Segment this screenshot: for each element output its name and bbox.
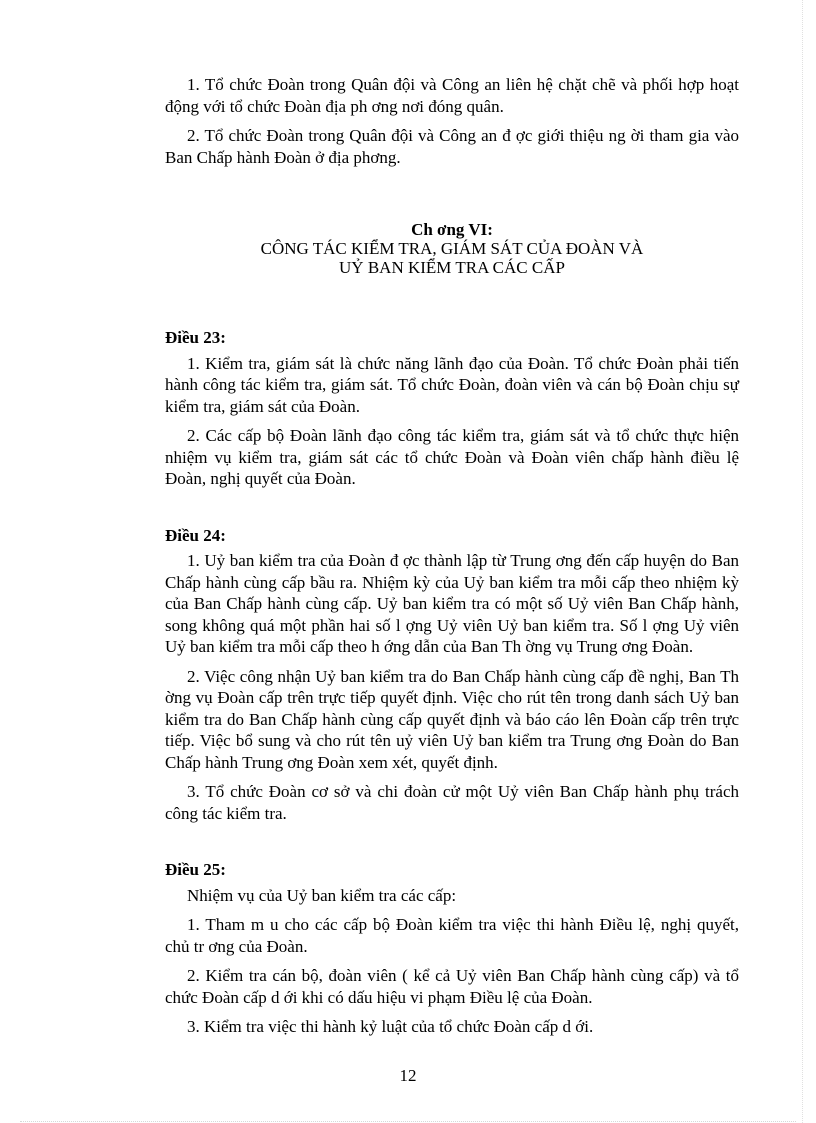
article-25-heading: Điều 25: bbox=[165, 860, 226, 879]
spacer bbox=[165, 498, 739, 525]
spacer bbox=[165, 832, 739, 859]
article-25-paragraph-intro: Nhiệm vụ của Uỷ ban kiểm tra các cấp: bbox=[187, 885, 457, 905]
article-23-paragraph-2: 2. Các cấp bộ Đoàn lãnh đạo công tác kiểm tra, giám sát và tổ chức thực hiện nhiệm vụ kiểm tra, giám sát các tổ chức Đoàn và Đoàn viên chấp hành điều lệ Đoàn, nghị quyết của Đoàn. bbox=[165, 426, 739, 488]
article-24-paragraph-3: 3. Tổ chức Đoàn cơ sở và chi đoàn cử một Uỷ viên Ban Chấp hành phụ trách công tác kiểm tra. bbox=[165, 782, 739, 823]
chapter-title: Ch ơng VI: bbox=[411, 220, 493, 239]
page-number: 12 bbox=[399, 1066, 417, 1085]
page-right-border bbox=[802, 0, 803, 1123]
article-23-paragraph-1: 1. Kiểm tra, giám sát là chức năng lãnh đạo của Đoàn. Tổ chức Đoàn phải tiến hành công tác kiểm tra, giám sát. Tổ chức Đoàn, đoàn viên và cán bộ Đoàn chịu sự kiểm tra, giám sát của Đoàn. bbox=[165, 353, 739, 416]
intro-paragraph-1-text: 1. Tổ chức Đoàn trong Quân đội và Công an liên hệ chặt chẽ và phối hợp hoạt động với tổ chức Đoàn địa ph ơng nơi đóng quân. bbox=[165, 75, 739, 116]
article-24 bbox=[165, 525, 739, 825]
chapter-heading bbox=[165, 220, 739, 277]
article-24-heading: Điều 24: bbox=[165, 525, 226, 545]
article-25 bbox=[165, 859, 739, 1038]
article-24-paragraph-2: 2. Việc công nhận Uỷ ban kiểm tra do Ban Chấp hành cùng cấp đề nghị, Ban Th ờng vụ Đoàn cấp trên trực tiếp quyết định. Việc cho rút tên trong danh sách Uỷ ban kiểm tra do Ban Chấp hành cùng cấp quyết định và báo cáo lên Đoàn cấp trên trực tiếp. Việc bổ sung và cho rút tên uỷ viên Uỷ ban kiểm tra Trung ơng Đoàn do Ban Chấp hành Trung ơng Đoàn xem xét, quyết định. bbox=[165, 666, 739, 772]
chapter-subtitle-line-2: UỶ BAN KIỂM TRA CÁC CẤP bbox=[339, 258, 565, 277]
article-24-paragraph-1: 1. Uỷ ban kiểm tra của Đoàn đ ợc thành lập từ Trung ơng đến cấp huyện do Ban Chấp hành cùng cấp bầu ra. Nhiệm kỳ của Uỷ ban kiểm tra mỗi cấp theo nhiệm kỳ của Ban Chấp hành cùng cấp. Uỷ ban kiểm tra có một số Uỷ viên Ban Chấp hành, song không quá một phần hai số l ợng Uỷ viên Uỷ ban kiểm tra. Số l ợng Uỷ viên Uỷ ban kiểm tra mỗi cấp theo h ớng dẫn của Ban Th ờng vụ Trung ơng Đoàn. bbox=[165, 551, 739, 656]
article-25-paragraph-2: 2. Kiểm tra cán bộ, đoàn viên ( kể cả Uỷ viên Ban Chấp hành cùng cấp) và tổ chức Đoàn cấp d ới khi có dấu hiệu vi phạm Điều lệ của Đoàn. bbox=[165, 966, 739, 1007]
article-23 bbox=[165, 327, 739, 490]
intro-paragraph-1 bbox=[165, 74, 739, 117]
intro-paragraph-2-text: 2. Tổ chức Đoàn trong Quân đội và Công an đ ợc giới thiệu ng ời tham gia vào Ban Chấp hành Đoàn ở địa phơng. bbox=[165, 126, 739, 167]
chapter-subtitle-line-1: CÔNG TÁC KIỂM TRA, GIÁM SÁT CỦA ĐOÀN VÀ bbox=[260, 239, 644, 258]
article-23-heading: Điều 23: bbox=[165, 328, 226, 347]
intro-paragraph-2 bbox=[165, 125, 739, 168]
page-content bbox=[165, 74, 739, 1046]
article-25-paragraph-3: 3. Kiểm tra việc thi hành kỷ luật của tổ chức Đoàn cấp d ới. bbox=[187, 1017, 594, 1036]
page-bottom-border bbox=[20, 1121, 796, 1122]
article-25-paragraph-1: 1. Tham m u cho các cấp bộ Đoàn kiểm tra việc thi hành Điều lệ, nghị quyết, chủ tr ơng của Đoàn. bbox=[165, 915, 739, 956]
